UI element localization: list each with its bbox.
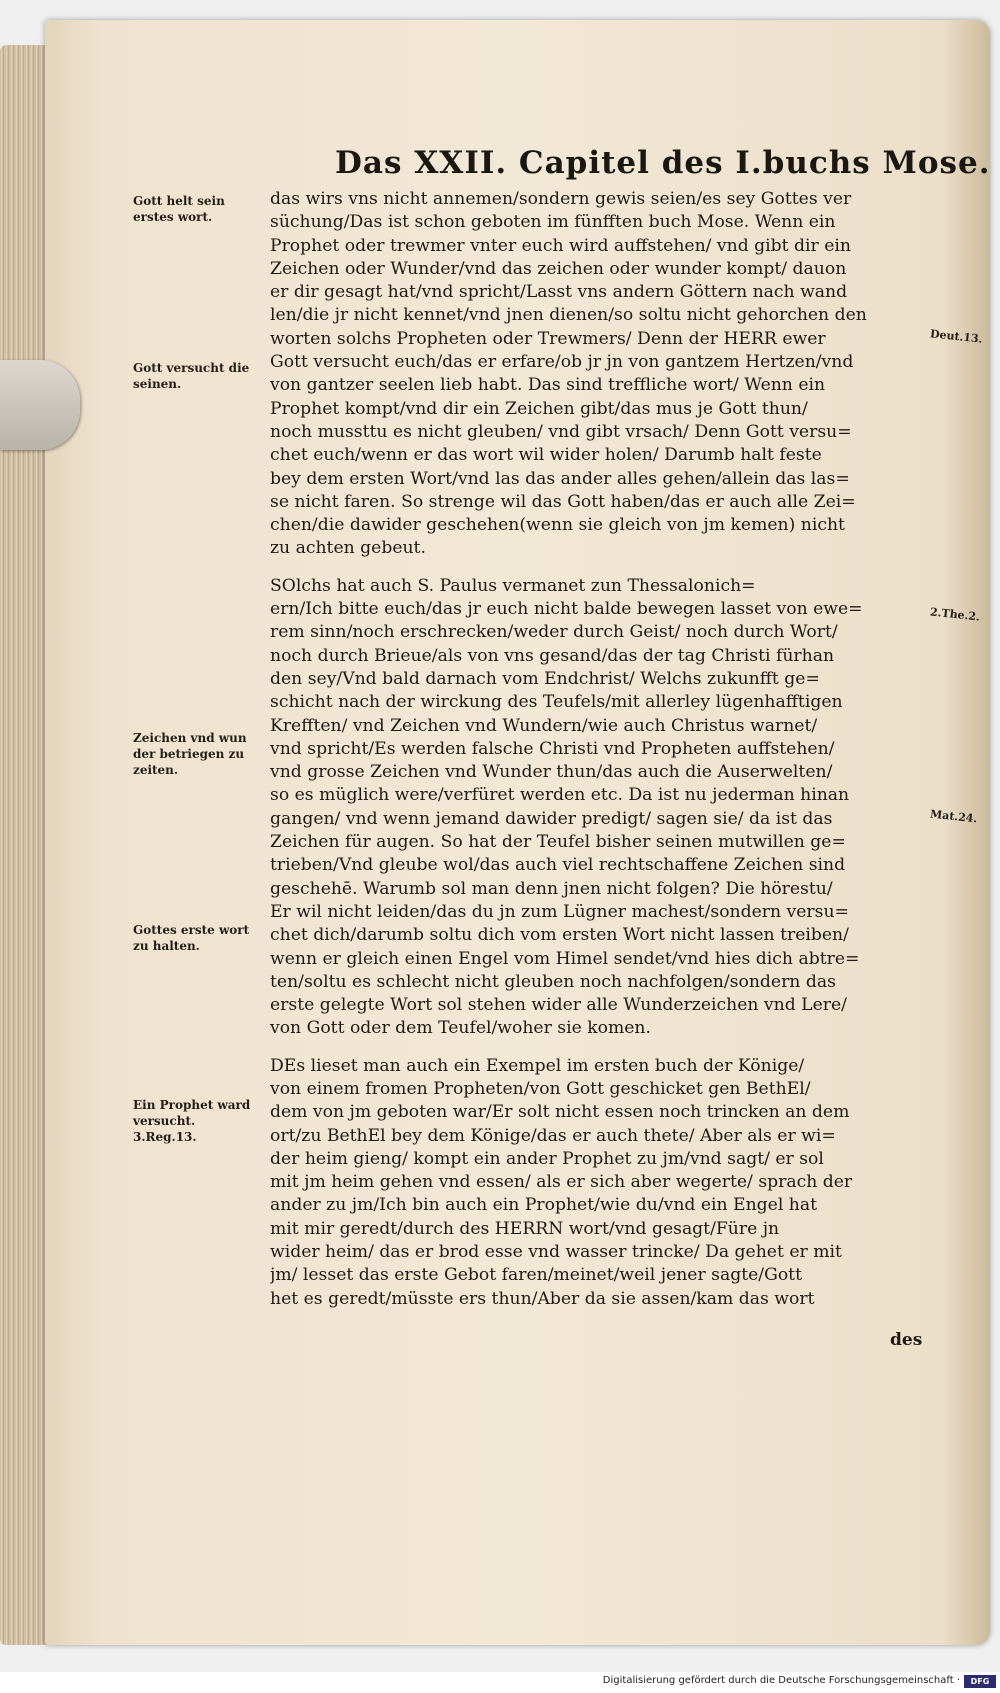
text-line: se nicht faren. So strenge wil das Gott haben/das er auch alle Zei= xyxy=(270,491,856,512)
text-line: Zeichen oder Wunder/vnd das zeichen oder wunder kompt/ dauon xyxy=(270,258,847,279)
text-line: so es müglich were/verfüret werden etc. Da ist nu jederman hinan xyxy=(270,785,850,806)
text-line: gangen/ vnd wenn jemand dawider predigt/ sagen sie/ da ist das xyxy=(270,808,833,829)
catchword: des xyxy=(890,1330,923,1350)
paragraph-gap xyxy=(270,1041,920,1055)
text-line: chet dich/darumb soltu dich vom ersten Wort nicht lassen treiben/ xyxy=(270,925,849,946)
text-line: trieben/Vnd gleube wol/das auch viel rechtschaffene Zeichen sind xyxy=(270,855,846,876)
footer-credit: Digitalisierung gefördert durch die Deutsche Forschungsgemeinschaft · xyxy=(602,1675,960,1686)
text-line: chet euch/wenn er das wort wil wider holen/ Darumb halt feste xyxy=(270,445,822,466)
text-line: DEs lieset man auch ein Exempel im ersten buch der Könige/ xyxy=(270,1055,805,1076)
text-line: wider heim/ das er brod esse vnd wasser trincke/ Da gehet er mit xyxy=(270,1242,842,1263)
page-header: Das XXII. Capitel des I.buchs Mose. xyxy=(335,145,991,181)
text-line: SOlchs hat auch S. Paulus vermanet zun Thessalonich= xyxy=(270,575,756,596)
text-line: zu achten gebeut. xyxy=(270,538,426,559)
paragraph xyxy=(270,188,920,561)
text-line: ern/Ich bitte euch/das jr euch nicht balde bewegen lasset von ewe= xyxy=(270,599,863,620)
text-line: ort/zu BethEl bey dem Könige/das er auch thete/ Aber als er wi= xyxy=(270,1125,836,1146)
text-line: von einem fromen Propheten/von Gott geschicket gen BethEl/ xyxy=(270,1078,811,1099)
text-line: Prophet oder trewmer vnter euch wird auffstehen/ vnd gibt dir ein xyxy=(270,235,851,256)
text-line: Zeichen für augen. So hat der Teufel bisher seinen mutwillen ge= xyxy=(270,832,846,853)
text-line: len/die jr nicht kennet/vnd jnen dienen/so soltu nicht gehorchen den xyxy=(270,305,867,326)
text-line: das wirs vns nicht annemen/sondern gewis seien/es sey Gottes ver xyxy=(270,189,852,209)
text-line: vnd grosse Zeichen vnd Wunder thun/das auch die Auserwelten/ xyxy=(270,762,833,783)
text-line: wenn er gleich einen Engel vom Himel sendet/vnd hies dich abtre= xyxy=(270,948,860,969)
page-clip xyxy=(0,360,80,450)
text-line: bey dem ersten Wort/vnd las das ander alles gehen/allein das las= xyxy=(270,468,850,489)
text-line: Prophet kompt/vnd dir ein Zeichen gibt/das mus je Gott thun/ xyxy=(270,398,808,419)
footer-bar xyxy=(0,1672,1000,1693)
text-line: von gantzer seelen lieb habt. Das sind treffliche wort/ Wenn ein xyxy=(270,375,826,396)
margin-reference: Deut.13. xyxy=(929,327,984,346)
text-line: mit jm heim gehen vnd essen/ als er sich aber wegerte/ sprach der xyxy=(270,1172,853,1193)
text-line: dem von jm geboten war/Er solt nicht essen noch trincken an dem xyxy=(270,1102,850,1123)
text-line: von Gott oder dem Teufel/woher sie komen. xyxy=(270,1018,651,1039)
text-line: Er wil nicht leiden/das du jn zum Lügner machest/sondern versu= xyxy=(270,901,849,922)
text-line: mit mir geredt/durch des HERRN wort/vnd gesagt/Füre jn xyxy=(270,1218,780,1239)
margin-gloss: Zeichen vnd wun der betriegen zu zeiten. xyxy=(133,731,247,777)
text-line: den sey/Vnd bald darnach vom Endchrist/ Welchs zukunfft ge= xyxy=(270,668,820,689)
text-line: noch durch Brieue/als von vns gesand/das der tag Christi fürhan xyxy=(270,645,835,666)
text-line: rem sinn/noch erschrecken/weder durch Geist/ noch durch Wort/ xyxy=(270,622,838,643)
margin-gloss: Gottes erste wort zu halten. xyxy=(133,923,250,953)
paragraph xyxy=(270,1055,920,1311)
paragraph xyxy=(270,575,920,1041)
margin-reference: Mat.24. xyxy=(929,807,978,826)
text-line: jm/ lesset das erste Gebot faren/meinet/weil jener sagte/Gott xyxy=(270,1265,802,1286)
margin-gloss: Gott versucht die seinen. xyxy=(133,361,250,391)
text-line: worten solchs Propheten oder Trewmers/ Denn der HERR ewer xyxy=(270,328,826,349)
text-line: Gott versucht euch/das er erfare/ob jr jn von gantzem Hertzen/vnd xyxy=(270,352,854,373)
text-line: der heim gieng/ kompt ein ander Prophet zu jm/vnd sagt/ er sol xyxy=(270,1148,824,1169)
text-line: ten/soltu es schlecht nicht gleuben noch nachfolgen/sondern das xyxy=(270,971,836,992)
text-line: ander zu jm/Ich bin auch ein Prophet/wie du/vnd ein Engel hat xyxy=(270,1195,818,1216)
dfg-logo: DFG xyxy=(964,1675,996,1688)
paragraph-gap xyxy=(270,561,920,575)
margin-gloss: Gott helt sein erstes wort. xyxy=(133,194,225,224)
text-line: schicht nach der wirckung des Teufels/mit allerley lügenhafftigen xyxy=(270,692,843,713)
text-line: er dir gesagt hat/vnd spricht/Lasst vns andern Göttern nach wand xyxy=(270,282,848,303)
text-line: noch mussttu es nicht gleuben/ vnd gibt vrsach/ Denn Gott versu= xyxy=(270,421,852,442)
margin-reference: 2.The.2. xyxy=(929,605,981,624)
text-line: chen/die dawider geschehen(wenn sie gleich von jm kemen) nicht xyxy=(270,515,845,536)
text-line: erste gelegte Wort sol stehen wider alle Wunderzeichen vnd Lere/ xyxy=(270,995,847,1016)
body-text xyxy=(270,188,920,1311)
text-line: vnd spricht/Es werden falsche Christi vnd Propheten auffstehen/ xyxy=(270,738,835,759)
margin-gloss: Ein Prophet ward versucht. 3.Reg.13. xyxy=(133,1098,251,1144)
text-line: süchung/Das ist schon geboten im fünfften buch Mose. Wenn ein xyxy=(270,212,836,233)
text-line: Krefften/ vnd Zeichen vnd Wundern/wie auch Christus warnet/ xyxy=(270,715,818,736)
text-line: het es geredt/müsste ers thun/Aber da sie assen/kam das wort xyxy=(270,1288,815,1309)
text-line: geschehē. Warumb sol man denn jnen nicht folgen? Die hörestu/ xyxy=(270,878,833,899)
